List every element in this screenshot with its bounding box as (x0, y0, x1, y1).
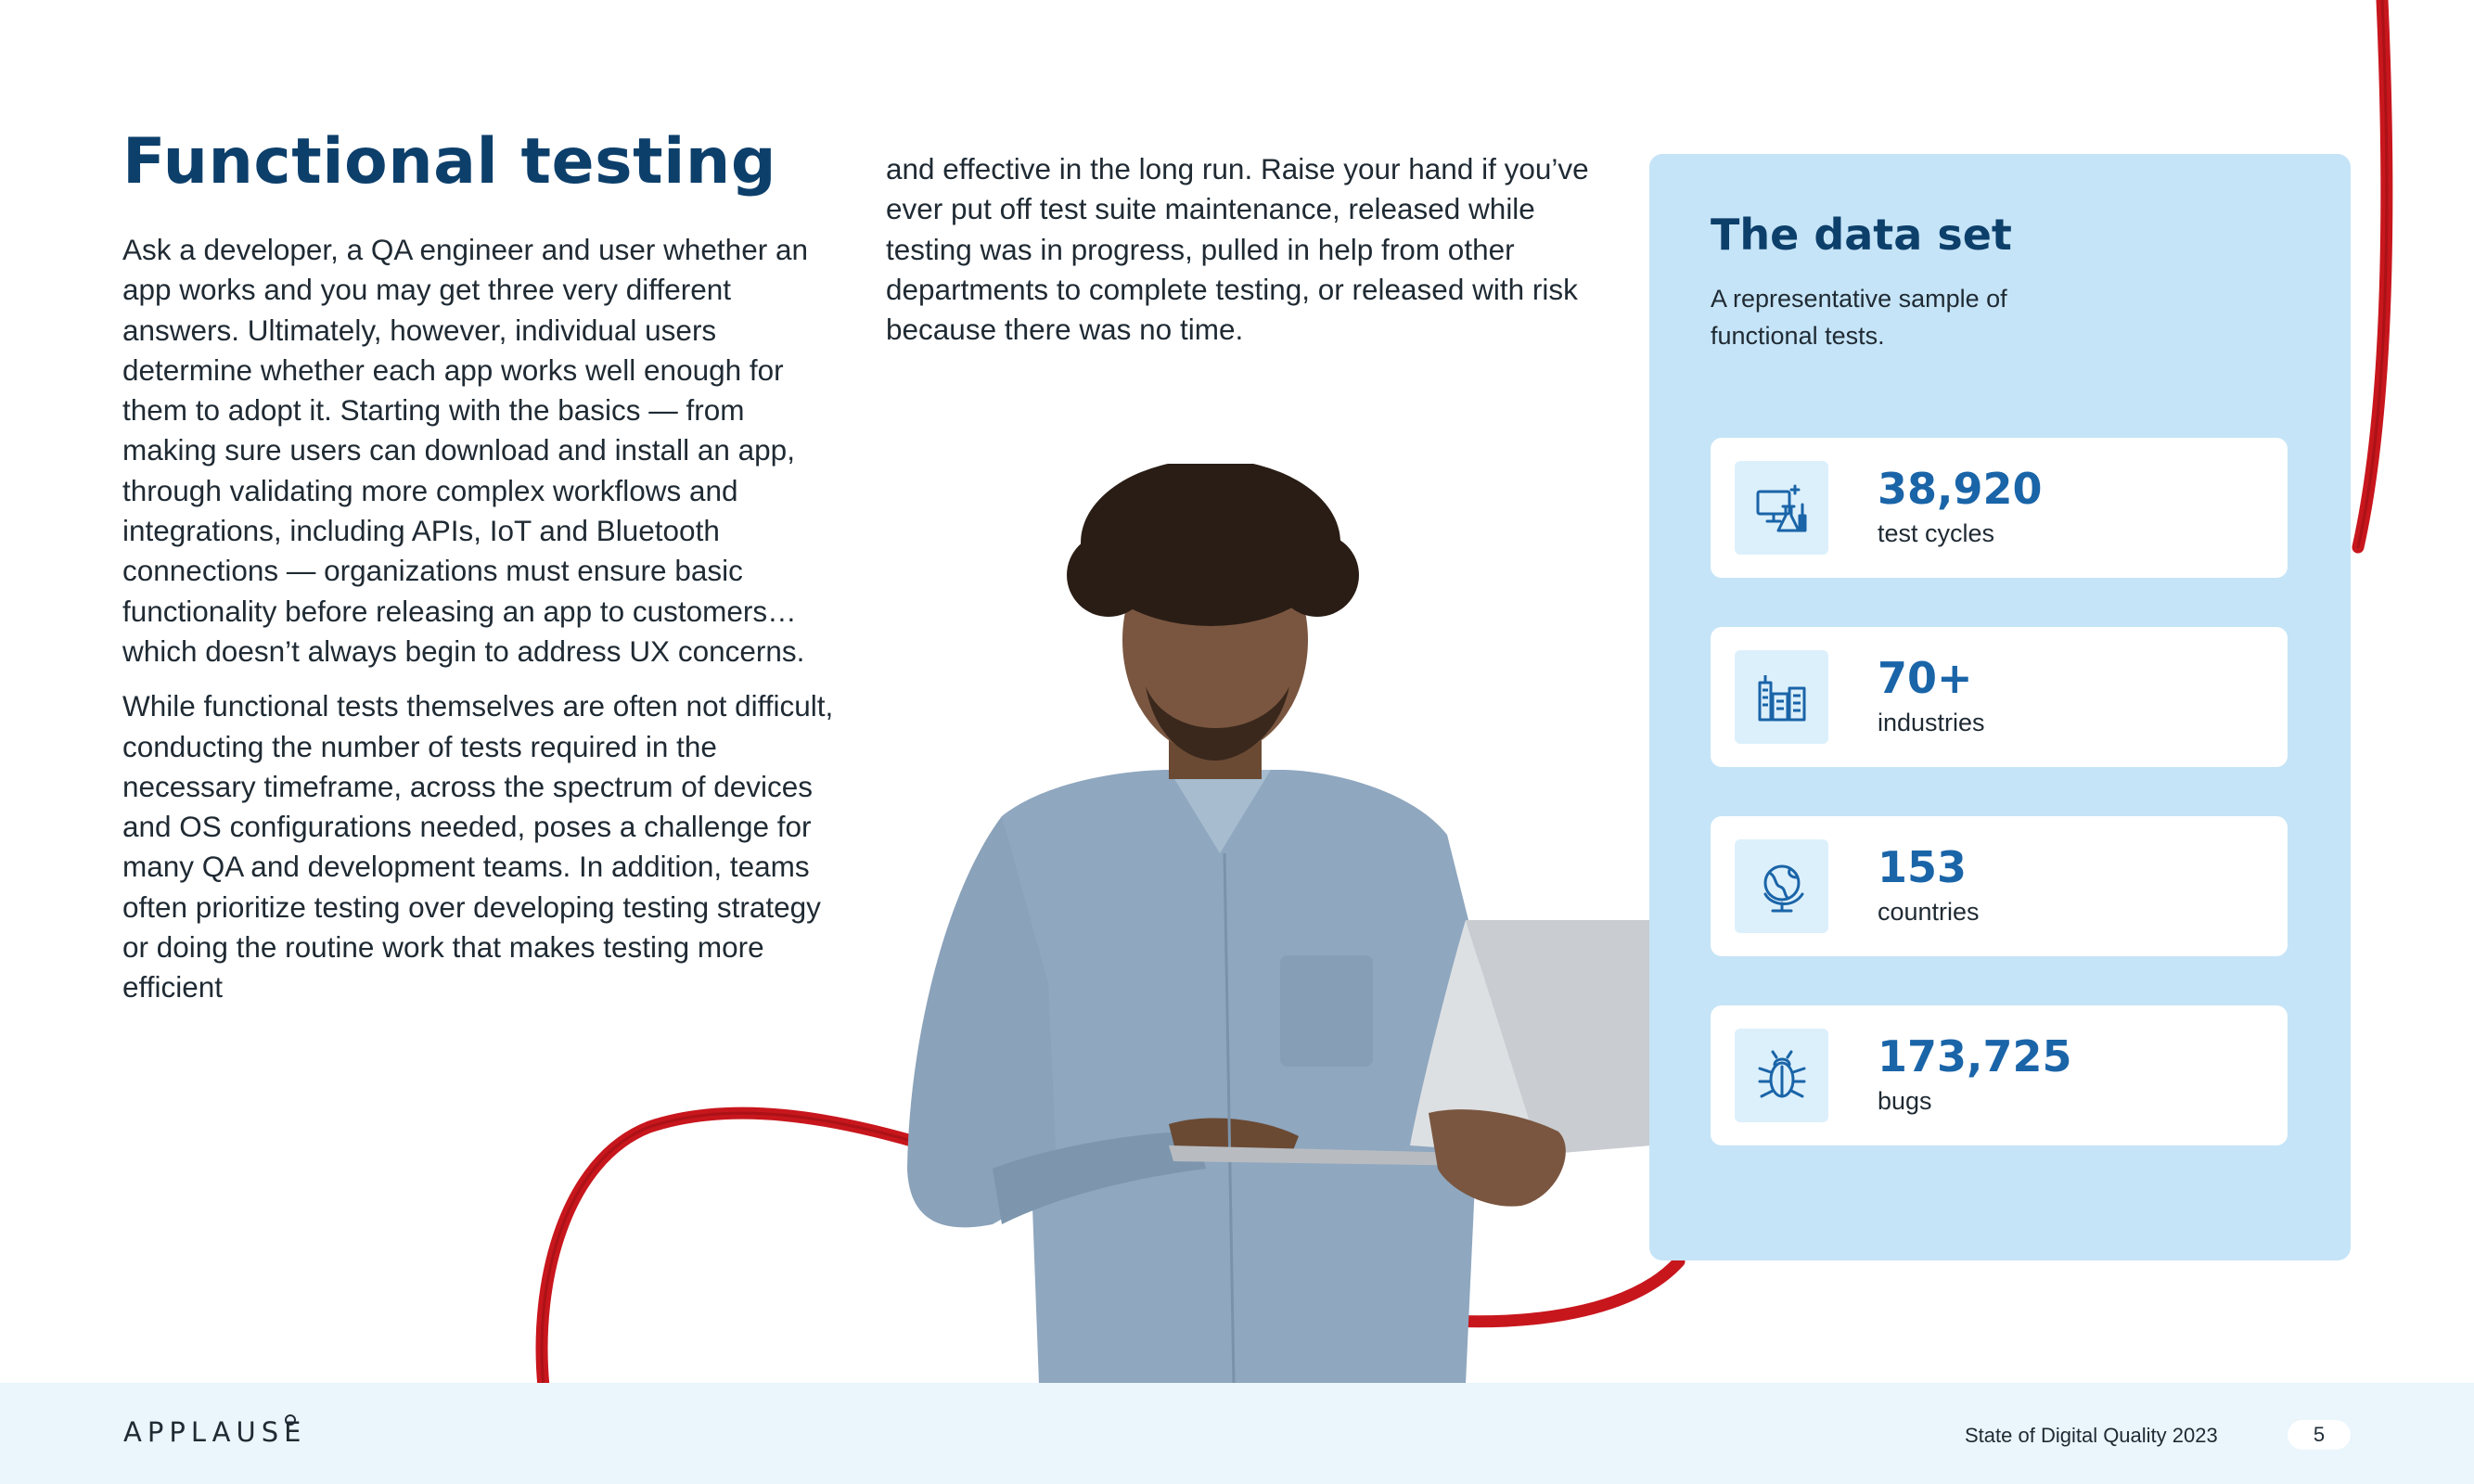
body-paragraph-2: While functional tests themselves are often not difficult, conducting the number of tests required in the necessary timeframe, across the spectrum of devices and OS configurations needed, poses a challenge for many QA and development teams. In addition, teams often prioritize testing over developing testing strategy or doing the routine work that makes testing more efficient (122, 689, 834, 1004)
stat-label: countries (1878, 898, 1980, 926)
stat-value: 153 (1878, 842, 1968, 892)
logo-ring-icon (285, 1414, 296, 1426)
panel-title: The data set (1711, 210, 2012, 260)
page-number: 5 (2288, 1420, 2351, 1450)
stat-card-countries (1711, 816, 2288, 956)
body-column-left (122, 230, 846, 1008)
body-column-right (886, 149, 1619, 350)
stat-card-industries (1711, 627, 2288, 767)
globe-icon (1735, 839, 1828, 933)
stat-value: 70+ (1878, 653, 1973, 703)
bug-icon (1735, 1029, 1828, 1122)
stat-label: industries (1878, 709, 1985, 736)
panel-subtitle: A representative sample of functional tests. (1711, 285, 2007, 350)
body-paragraph-3: and effective in the long run. Raise your hand if you’ve ever put off test suite maintenance, released while testing was in progress, pulled in help from other departments to complete testing, or released with risk because there was no time. (886, 152, 1589, 347)
stat-card-bugs (1711, 1005, 2288, 1145)
stat-card-test-cycles (1711, 438, 2288, 578)
data-set-panel (1649, 154, 2351, 1260)
stat-label: bugs (1878, 1087, 1932, 1115)
stat-label: test cycles (1878, 519, 1995, 547)
report-name: State of Digital Quality 2023 (1965, 1424, 2218, 1447)
person-with-laptop-photo (891, 464, 1651, 1384)
page-footer (0, 1383, 2474, 1484)
monitor-lab-icon (1735, 461, 1828, 555)
stat-value: 173,725 (1878, 1031, 2072, 1081)
page-title: Functional testing (122, 125, 777, 198)
applause-logo: APPLAUSE (123, 1416, 307, 1448)
buildings-icon (1735, 650, 1828, 744)
body-paragraph-1: Ask a developer, a QA engineer and user whether an app works and you may get three very different answers. Ultimately, however, individual users determine whether each app works well enough for them to adopt it. Starting with the basics — from making sure users can download and install an app, through validating more complex workflows and integrations, including APIs, IoT and Bluetooth connections — organizations must ensure basic functionality before releasing an app to customers… which doesn’t always begin to address UX concerns. (122, 233, 808, 668)
stat-value: 38,920 (1878, 464, 2043, 514)
